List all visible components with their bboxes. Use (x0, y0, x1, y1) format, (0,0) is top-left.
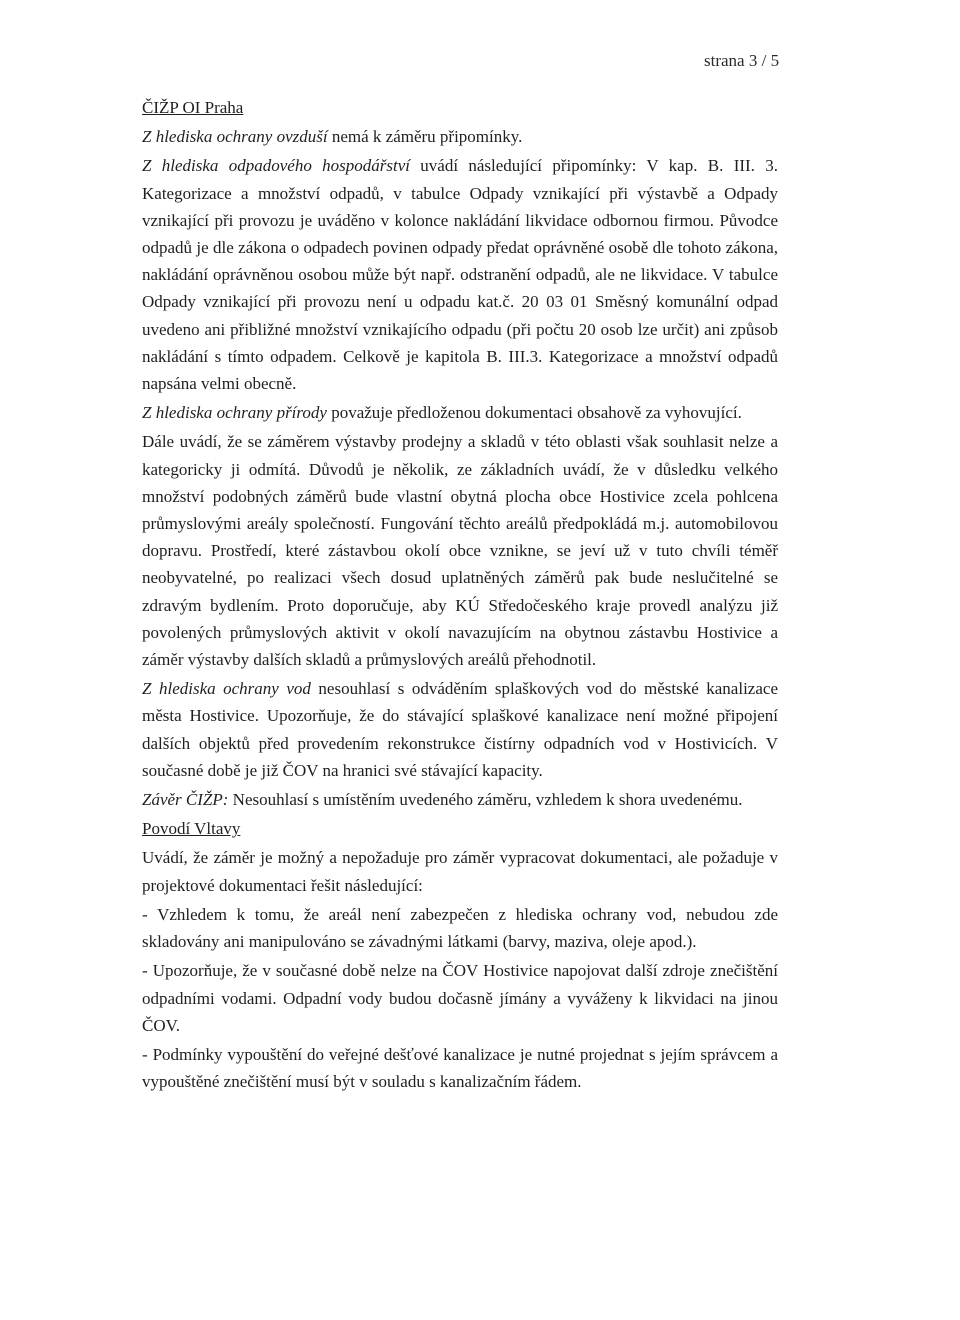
document-body (142, 94, 778, 1095)
air-text: nemá k záměru připomínky. (327, 127, 523, 147)
air-heading: Z hlediska ochrany ovzduší (142, 127, 328, 147)
paragraph-conclusion (142, 786, 778, 813)
water-text: nesouhlasí s odváděním splaškových vod do městské kanalizace města Hostivice. Upozorňuje, že do stávající splaškové kanalizace není možné připojení dalších objektů před provedením rekonstrukce čistírny odpadních vod v Hostivicích. V současné době je již ČOV na hranici své stávající kapacity. (142, 679, 778, 780)
paragraph-povodi-intro: Uvádí, že záměr je možný a nepožaduje pro záměr vypracovat dokumentaci, ale požaduje v projektové dokumentaci řešit následující: (142, 848, 778, 895)
list-item: - Vzhledem k tomu, že areál není zabezpečen z hlediska ochrany vod, nebudou zde skladovány ani manipulováno se závadnými látkami (barvy, maziva, oleje apod.). (142, 904, 778, 952)
conclusion-heading: Závěr ČIŽP: (142, 790, 229, 810)
nature-text: považuje předloženou dokumentaci obsahově za vyhovující. (326, 403, 742, 423)
conclusion-text: Nesouhlasí s umístěním uvedeného záměru, vzhledem k shora uvedenému. (228, 790, 743, 810)
section-title-povodi (142, 815, 778, 842)
nature-heading: Z hlediska ochrany přírody (142, 403, 327, 423)
paragraph-waste (142, 152, 778, 397)
list-item: - Upozorňuje, že v současné době nelze na ČOV Hostivice napojovat další zdroje znečištění odpadními vodami. Odpadní vody budou dočasně jímány a vyváženy k likvidaci na jinou ČOV. (142, 961, 778, 1035)
section-title-cizp (142, 94, 778, 121)
section-title-cizp-text: ČIŽP OI Praha (142, 98, 244, 117)
paragraph-water (142, 675, 778, 784)
paragraph-air (142, 123, 778, 150)
water-heading: Z hlediska ochrany vod (142, 679, 311, 699)
page-number: strana 3 / 5 (704, 51, 780, 70)
list-item: - Podmínky vypouštění do veřejné dešťové kanalizace je nutné projednat s jejím správcem a vypouštěné znečištění musí být v souladu s kanalizačním řádem. (142, 1044, 778, 1092)
paragraph-nature (142, 399, 778, 426)
paragraph-nature-detail: Dále uvádí, že se záměrem výstavby prodejny a skladů v této oblasti však souhlasit nelze a kategoricky ji odmítá. Důvodů je několik, ze základních uvádí, že v důsledku velkého množství podobných záměrů bude vlastní obytná plocha obce Hostivice zcela pohlcena průmyslovými areály společností. Fungování těchto areálů předpokládá m.j. automobilovou dopravu. Prostředí, které zástavbou okolí obce vznikne, se jeví už v tuto chvíli téměř neobyvatelné, po realizaci všech dosud uplatněných záměrů pak bude neslučitelné se zdravým bydlením. Proto doporučuje, aby KÚ Středočeského kraje provedl analýzu již povolených průmyslových aktivit v okolí navazujícím na obytnou zástavbu Hostivice a záměr výstavby dalších skladů a průmyslových areálů přehodnotil. (142, 432, 778, 670)
waste-heading: Z hlediska odpadového hospodářství (142, 156, 410, 176)
waste-text: uvádí následující připomínky: V kap. B. III. 3. Kategorizace a množství odpadů, v tabulce Odpady vznikající při výstavbě a Odpady vznikající při provozu je uváděno v kolonce nakládání likvidace odbornou firmou. Původce odpadů je dle zákona o odpadech povinen odpady předat oprávněné osobě dle tohoto zákona, nakládání oprávněnou osobou může být např. odstranění odpadů, ale ne likvidace. V tabulce Odpady vznikající při provozu není u odpadu kat.č. 20 03 01 Směsný komunální odpad uvedeno ani přibližné množství vznikajícího odpadu (při počtu 20 osob lze určit) ani způsob nakládání s tímto odpadem. Celkově je kapitola B. III.3. Kategorizace a množství odpadů napsána velmi obecně. (142, 156, 778, 394)
section-title-povodi-text: Povodí Vltavy (142, 819, 241, 839)
